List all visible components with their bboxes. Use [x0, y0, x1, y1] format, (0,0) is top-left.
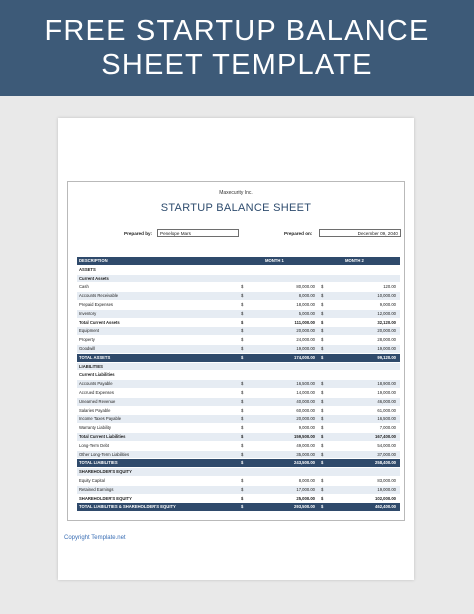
month-1-value: 9,000.00 — [298, 425, 315, 431]
table-row — [77, 380, 400, 389]
row-description: Property — [79, 337, 95, 343]
table-row — [77, 345, 400, 354]
row-description: Current Assets — [79, 275, 109, 281]
month-1-value: 60,000.00 — [296, 407, 315, 413]
prepared-by-label: Prepared by: — [124, 231, 153, 236]
month-2-value: 9,000.00 — [379, 301, 396, 307]
row-description: Income Taxes Payable — [79, 416, 122, 422]
month-2-value: 20,000.00 — [377, 328, 396, 334]
month-2-value: 7,000.00 — [379, 425, 396, 431]
month-1-value: 5,000.00 — [298, 310, 315, 316]
prepared-on-field[interactable]: December 09, 2040 — [319, 229, 401, 237]
month-2-value: 10,000.00 — [377, 293, 396, 299]
currency-symbol: $ — [321, 345, 324, 351]
currency-symbol: $ — [241, 293, 244, 299]
table-row — [77, 433, 400, 442]
month-1-value: 293,500.00 — [294, 504, 315, 510]
currency-symbol: $ — [321, 504, 324, 510]
month-2-value: 12,000.00 — [377, 310, 396, 316]
row-description: Unearned Revenue — [79, 398, 116, 404]
table-row — [77, 503, 400, 512]
currency-symbol: $ — [241, 442, 244, 448]
currency-symbol: $ — [241, 460, 244, 466]
currency-symbol: $ — [321, 442, 324, 448]
month-1-value: 40,000.00 — [296, 398, 315, 404]
month-1-value: 174,000.00 — [294, 354, 315, 360]
row-description: Equity Capital — [79, 477, 105, 483]
table-row — [77, 415, 400, 424]
balance-table — [77, 257, 400, 512]
currency-symbol: $ — [241, 354, 244, 360]
currency-symbol: $ — [241, 398, 244, 404]
currency-symbol: $ — [321, 319, 324, 325]
currency-symbol: $ — [321, 451, 324, 457]
month-2-value: 102,000.00 — [375, 495, 396, 501]
table-row — [77, 363, 400, 372]
month-2-value: 18,900.00 — [377, 381, 396, 387]
row-description: Total Current Liabilities — [79, 433, 126, 439]
row-description: ASSETS — [79, 266, 96, 272]
row-description: TOTAL LIABILITIES — [79, 460, 118, 466]
row-description: Other Long-Term Liabilities — [79, 451, 130, 457]
table-row — [77, 398, 400, 407]
currency-symbol: $ — [241, 345, 244, 351]
month-2-value: 54,000.00 — [377, 442, 396, 448]
month-2-value: 83,000.00 — [377, 477, 396, 483]
currency-symbol: $ — [241, 301, 244, 307]
currency-symbol: $ — [321, 495, 324, 501]
currency-symbol: $ — [241, 433, 244, 439]
month-1-value: 159,500.00 — [294, 433, 315, 439]
month-1-value: 49,000.00 — [296, 442, 315, 448]
currency-symbol: $ — [321, 433, 324, 439]
currency-symbol: $ — [241, 389, 244, 395]
table-row — [77, 407, 400, 416]
table-row — [77, 319, 400, 328]
currency-symbol: $ — [241, 337, 244, 343]
row-description: TOTAL LIABILITIES & SHAREHOLDER'S EQUITY — [79, 504, 176, 510]
month-2-value: 37,000.00 — [377, 451, 396, 457]
prepared-on-label: Prepared on: — [284, 231, 313, 236]
table-row — [77, 371, 400, 380]
currency-symbol: $ — [321, 477, 324, 483]
currency-symbol: $ — [321, 460, 324, 466]
row-description: SHAREHOLDER'S EQUITY — [79, 469, 132, 475]
company-name: Maxecurity Inc. — [219, 190, 253, 196]
currency-symbol: $ — [241, 416, 244, 422]
currency-symbol: $ — [241, 310, 244, 316]
currency-symbol: $ — [241, 451, 244, 457]
currency-symbol: $ — [241, 495, 244, 501]
currency-symbol: $ — [321, 310, 324, 316]
row-description: Total Current Assets — [79, 319, 120, 325]
row-description: Retained Earnings — [79, 486, 114, 492]
table-row — [77, 477, 400, 486]
month-1-value: 18,000.00 — [296, 301, 315, 307]
table-row — [77, 292, 400, 301]
header-month-2: MONTH 2 — [345, 258, 364, 263]
currency-symbol: $ — [321, 354, 324, 360]
currency-symbol: $ — [321, 284, 324, 290]
header-month-1: MONTH 1 — [265, 258, 284, 263]
table-row — [77, 486, 400, 495]
currency-symbol: $ — [321, 407, 324, 413]
table-row — [77, 468, 400, 477]
row-description: TOTAL ASSETS — [79, 354, 111, 360]
currency-symbol: $ — [241, 477, 244, 483]
banner-title-line-2: SHEET TEMPLATE — [101, 49, 373, 81]
month-2-value: 32,120.00 — [377, 319, 396, 325]
table-row — [77, 301, 400, 310]
month-2-value: 61,000.00 — [377, 407, 396, 413]
row-description: Long-Term Debt — [79, 442, 110, 448]
currency-symbol: $ — [321, 293, 324, 299]
currency-symbol: $ — [321, 389, 324, 395]
table-row — [77, 354, 400, 363]
banner-title-line-1: FREE STARTUP BALANCE — [44, 15, 430, 47]
month-2-value: 19,000.00 — [377, 486, 396, 492]
row-description: Equipment — [79, 328, 100, 334]
row-description: Warranty Liability — [79, 425, 111, 431]
sheet-title: STARTUP BALANCE SHEET — [160, 202, 312, 214]
currency-symbol: $ — [241, 328, 244, 334]
row-description: LIABILITIES — [79, 363, 103, 369]
prepared-by-field[interactable]: Penelope Mars — [157, 229, 239, 237]
currency-symbol: $ — [321, 416, 324, 422]
month-1-value: 17,000.00 — [296, 486, 315, 492]
table-row — [77, 451, 400, 460]
currency-symbol: $ — [321, 486, 324, 492]
month-2-value: 99,120.00 — [377, 354, 396, 360]
currency-symbol: $ — [241, 319, 244, 325]
table-row — [77, 266, 400, 275]
month-1-value: 14,000.00 — [296, 389, 315, 395]
row-description: Inventory — [79, 310, 97, 316]
currency-symbol: $ — [241, 425, 244, 431]
month-1-value: 24,000.00 — [296, 337, 315, 343]
currency-symbol: $ — [321, 381, 324, 387]
row-description: Accounts Receivable — [79, 293, 119, 299]
table-row — [77, 310, 400, 319]
currency-symbol: $ — [321, 425, 324, 431]
table-row — [77, 459, 400, 468]
currency-symbol: $ — [321, 301, 324, 307]
copyright-link[interactable]: Copyright Template.net — [64, 535, 126, 541]
header-description: DESCRIPTION — [79, 258, 108, 263]
month-2-value: 28,000.00 — [377, 337, 396, 343]
month-2-value: 19,000.00 — [377, 389, 396, 395]
month-1-value: 111,000.00 — [294, 319, 315, 325]
balance-sheet — [67, 181, 405, 521]
table-row — [77, 442, 400, 451]
table-header-row — [77, 257, 400, 266]
table-row — [77, 336, 400, 345]
table-row — [77, 283, 400, 292]
month-1-value: 8,000.00 — [298, 293, 315, 299]
currency-symbol: $ — [321, 398, 324, 404]
row-description: Prepaid Expenses — [79, 301, 113, 307]
table-row — [77, 389, 400, 398]
currency-symbol: $ — [241, 486, 244, 492]
currency-symbol: $ — [241, 381, 244, 387]
row-description: SHAREHOLDER'S EQUITY — [79, 495, 132, 501]
row-description: Accrued Expenses — [79, 389, 114, 395]
currency-symbol: $ — [321, 328, 324, 334]
table-row — [77, 275, 400, 284]
month-1-value: 16,500.00 — [296, 381, 315, 387]
row-description: Current Liabilities — [79, 372, 115, 378]
row-description: Salaries Payable — [79, 407, 111, 413]
month-1-value: 20,000.00 — [296, 416, 315, 422]
month-1-value: 80,000.00 — [296, 284, 315, 290]
currency-symbol: $ — [241, 284, 244, 290]
month-1-value: 25,000.00 — [296, 495, 315, 501]
table-row — [77, 424, 400, 433]
month-1-value: 20,000.00 — [296, 328, 315, 334]
row-description: Cash — [79, 284, 89, 290]
document-preview — [58, 118, 414, 580]
month-1-value: 8,000.00 — [298, 477, 315, 483]
month-2-value: 167,400.00 — [375, 433, 396, 439]
currency-symbol: $ — [241, 407, 244, 413]
month-1-value: 243,500.00 — [294, 460, 315, 466]
month-1-value: 35,000.00 — [296, 451, 315, 457]
month-2-value: 46,000.00 — [377, 398, 396, 404]
row-description: Goodwill — [79, 345, 96, 351]
table-row — [77, 495, 400, 504]
row-description: Accounts Payable — [79, 381, 113, 387]
month-1-value: 19,000.00 — [296, 345, 315, 351]
currency-symbol: $ — [321, 337, 324, 343]
month-2-value: 258,400.00 — [375, 460, 396, 466]
month-2-value: 19,000.00 — [377, 345, 396, 351]
month-2-value: 120.00 — [383, 284, 396, 290]
banner — [0, 0, 474, 96]
table-row — [77, 327, 400, 336]
month-2-value: 462,400.00 — [375, 504, 396, 510]
month-2-value: 16,500.00 — [377, 416, 396, 422]
currency-symbol: $ — [241, 504, 244, 510]
